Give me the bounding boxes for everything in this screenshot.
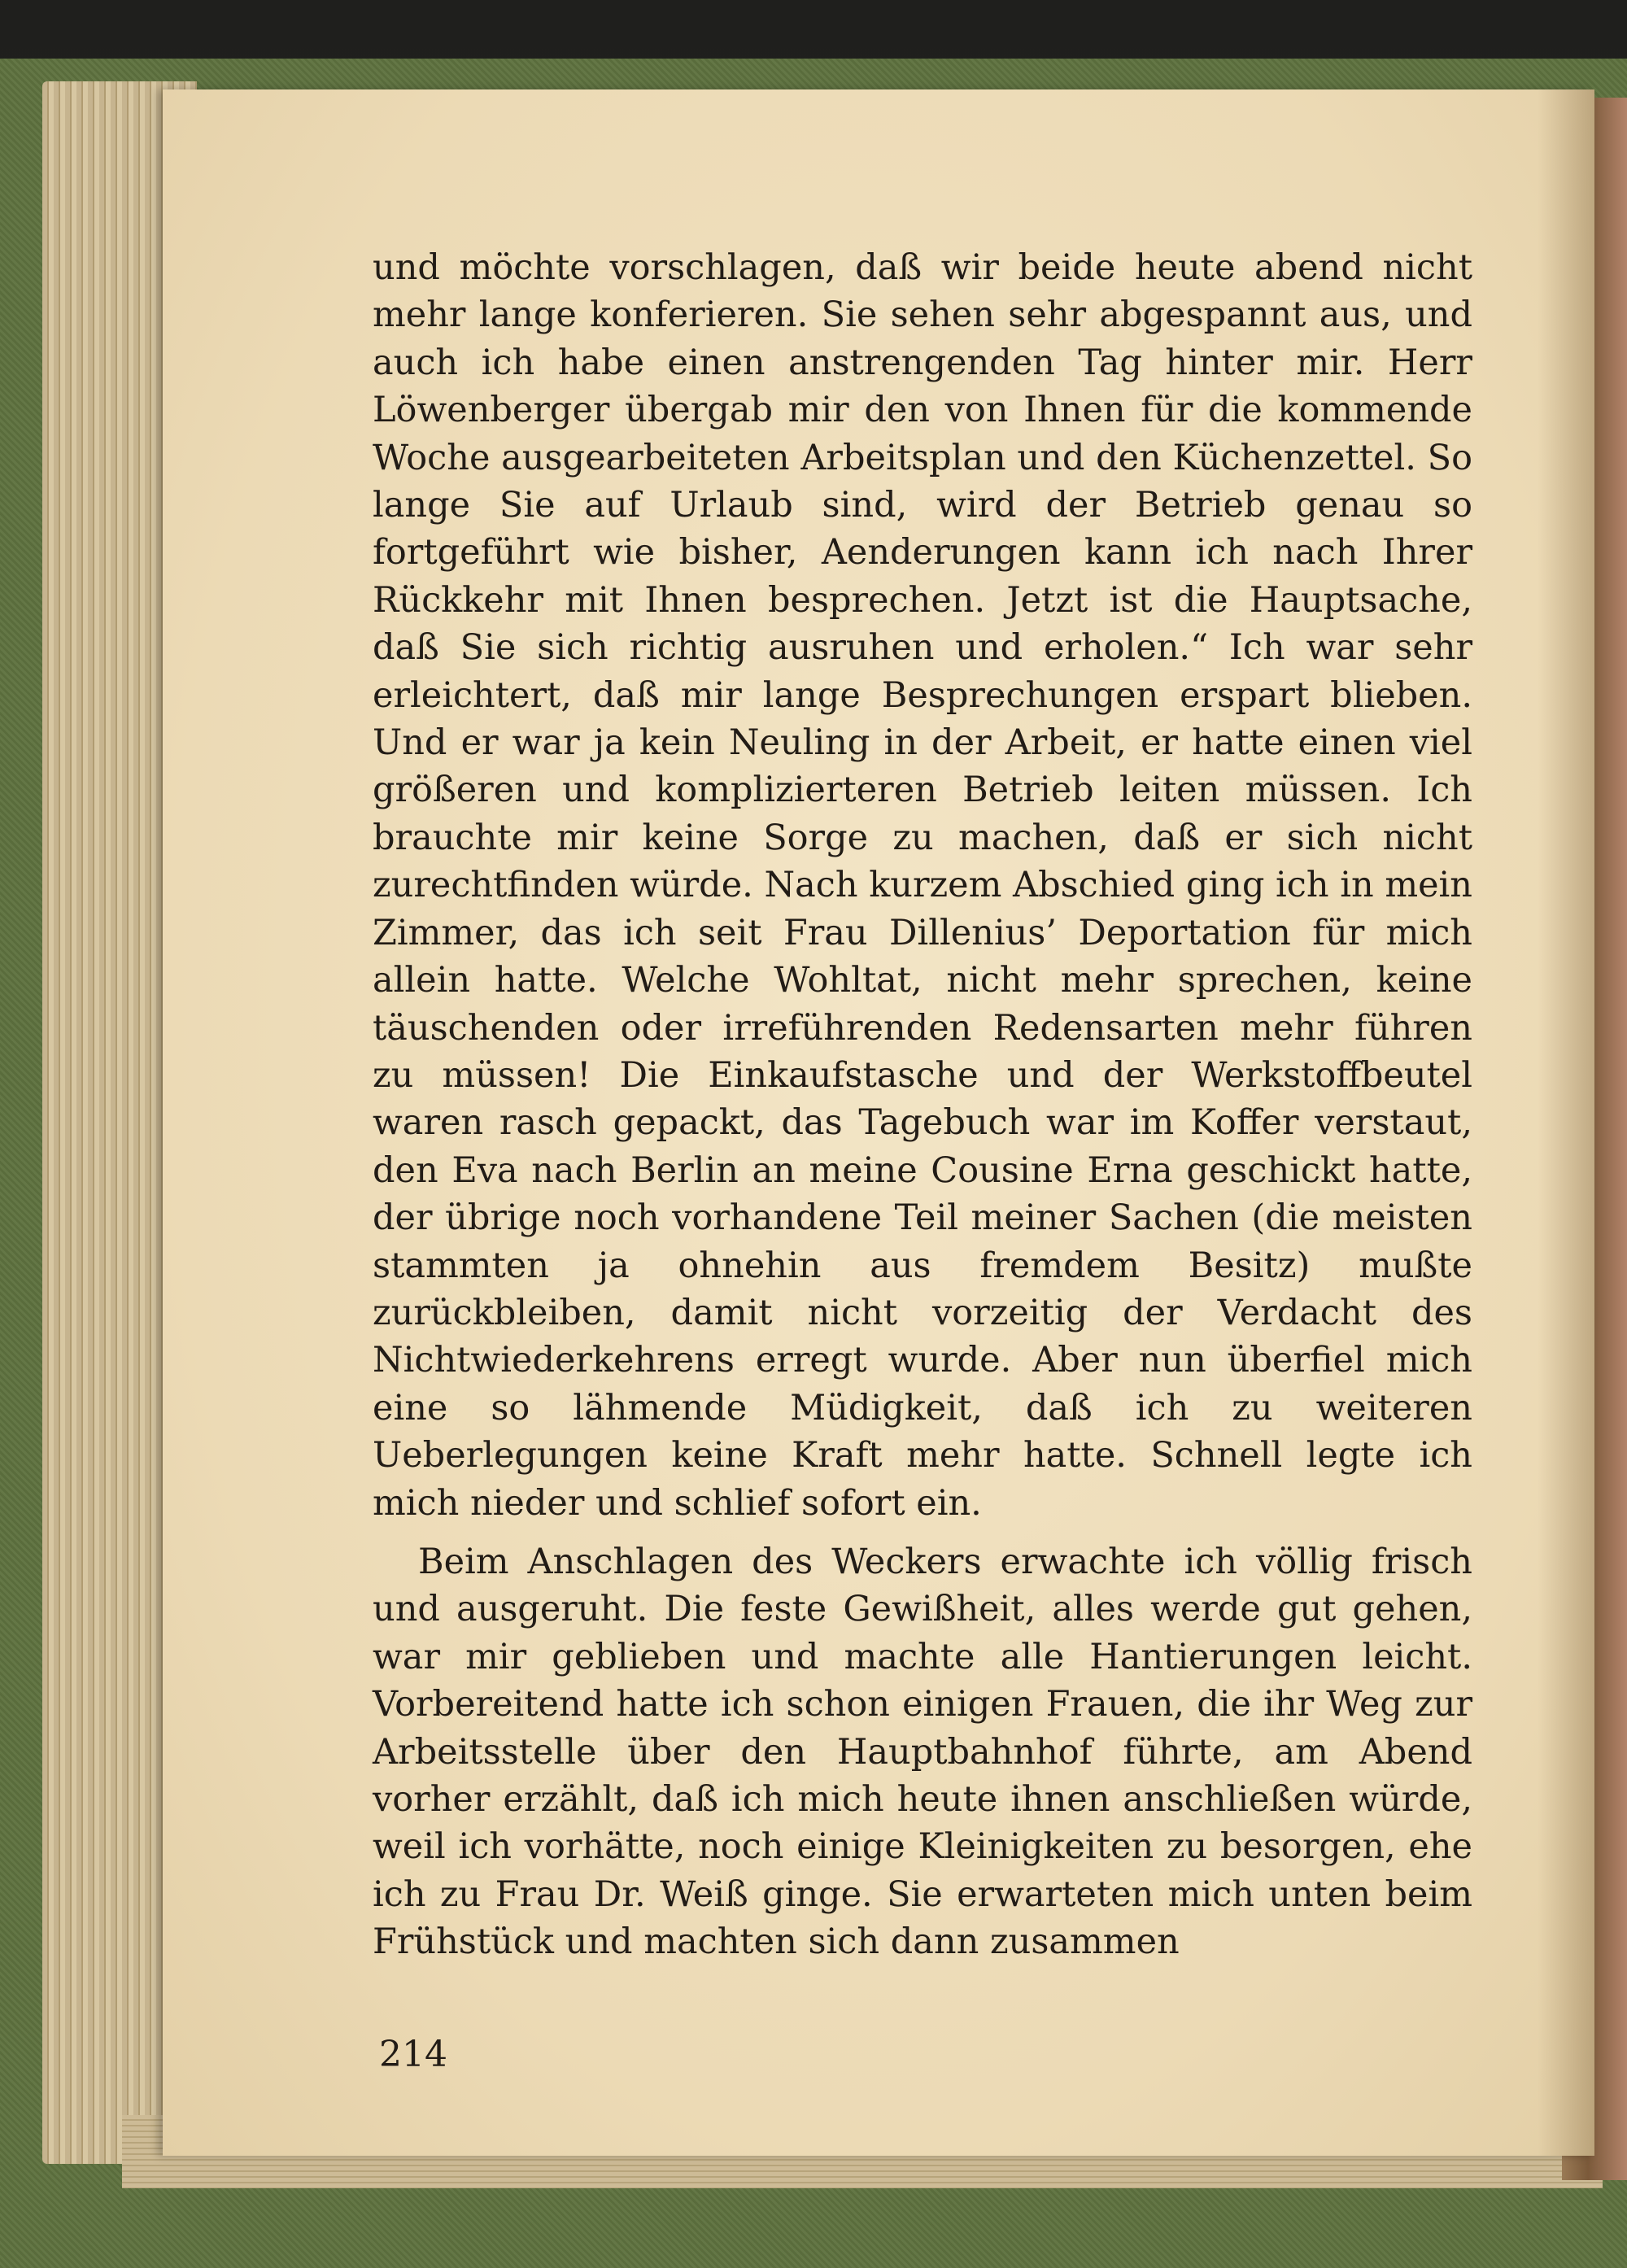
page-gutter-shadow [1538, 89, 1594, 2156]
page-number: 214 [379, 2034, 447, 2075]
page-text [373, 244, 1472, 1966]
paragraph: Beim Anschlagen des Weckers erwachte ich völlig frisch und ausgeruht. Die feste Gewißheit, alles werde gut gehen, war mir geblieben und machte alle Hantierungen leicht. Vorbereitend hatte ich schon einigen Frauen, die ihr Weg zur Arbeitsstelle über den Hauptbahnhof führte, am Abend vorher erzählt, daß ich mich heute ihnen anschließen würde, weil ich vorhätte, noch einige Kleinigkeiten zu besorgen, ehe ich zu Frau Dr. Weiß ginge. Sie erwarteten mich unten beim Frühstück und machten sich dann zusammen [373, 1541, 1472, 1963]
paragraph-continued: und möchte vorschlagen, daß wir beide heute abend nicht mehr lange konferieren. Sie sehen sehr abgespannt aus, und auch ich habe einen anstrengenden Tag hinter mir. Herr Löwenberger übergab mir den von Ihnen für die kommende Woche ausgearbeiteten Arbeitsplan und den Küchenzettel. So lange Sie auf Urlaub sind, wird der Betrieb genau so fortgeführt wie bisher, Aenderungen kann ich nach Ihrer Rückkehr mit Ihnen besprechen. Jetzt ist die Hauptsache, daß Sie sich richtig ausruhen und erholen.“ Ich war sehr erleichtert, daß mir lange Besprechungen erspart blieben. Und er war ja kein Neuling in der Arbeit, er hatte einen viel größeren und komplizierteren Betrieb leiten müssen. Ich brauchte mir keine Sorge zu machen, daß er sich nicht zurechtfinden würde. Nach kurzem Abschied ging ich in mein Zimmer, das ich seit Frau Dillenius’ Deportation für mich allein hatte. Welche Wohltat, nicht mehr sprechen, keine täuschenden oder irreführenden Redensarten mehr führen zu müssen! Die Einkaufstasche und der Werkstoffbeutel waren rasch gepackt, das Tagebuch war im Koffer verstaut, den Eva nach Berlin an meine Cousine Erna geschickt hatte, der übrige noch vorhandene Teil meiner Sachen (die meisten stammten ja ohnehin aus fremdem Besitz) mußte zurückbleiben, damit nicht vorzeitig der Verdacht des Nichtwiederkehrens erregt wurde. Aber nun überfiel mich eine so lähmende Müdigkeit, daß ich zu weiteren Ueberlegungen keine Kraft mehr hatte. Schnell legte ich mich nieder und schlief sofort ein. [373, 247, 1473, 1524]
